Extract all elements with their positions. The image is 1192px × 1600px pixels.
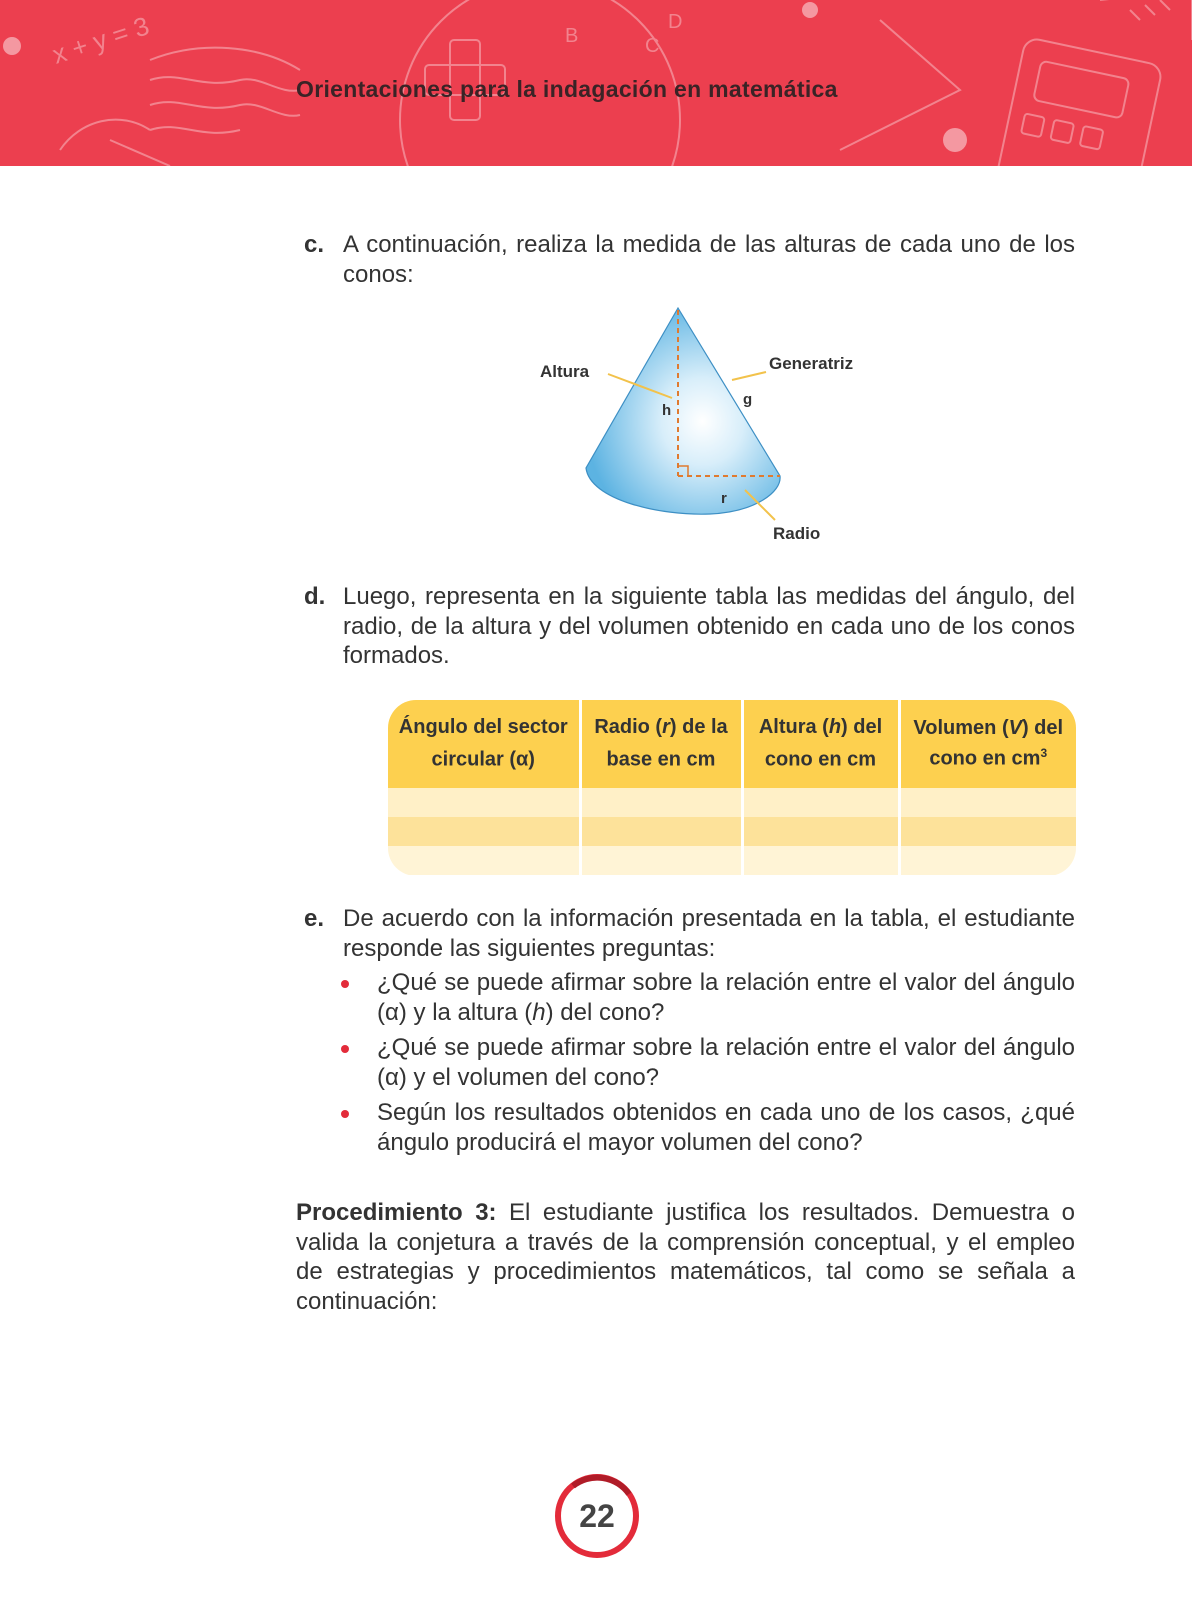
- header-title: Orientaciones para la indagación en matemática: [296, 76, 838, 102]
- header-angle: Ángulo del sector circular (α): [388, 700, 580, 788]
- header-height: Altura (h) del cono en cm: [742, 700, 899, 788]
- cone-diagram: [520, 300, 840, 550]
- page-number-badge: [553, 1472, 641, 1560]
- svg-text:C: C: [645, 35, 660, 57]
- section-e-letter: e.: [304, 905, 325, 932]
- table-row: [388, 817, 1076, 846]
- header-volume: Volumen (V) del cono en $cm^3$: [899, 700, 1076, 788]
- bullet-dot: [341, 1110, 349, 1118]
- table-row: [388, 788, 1076, 817]
- section-e-text: De acuerdo con la información presentada en la tabla, el estudiante responde las siguientes preguntas:: [343, 905, 1075, 962]
- svg-text:D: D: [668, 11, 683, 33]
- question-bullet-1: ¿Qué se puede afirmar sobre la relación entre el valor del ángulo (α) y la altura (h) del cono?: [377, 969, 1075, 1026]
- table-cell[interactable]: [388, 846, 580, 875]
- table-cell[interactable]: [742, 817, 899, 846]
- question-bullet-2: ¿Qué se puede afirmar sobre la relación entre el valor del ángulo (α) y el volumen del cono?: [377, 1034, 1075, 1091]
- radio-label: Radio: [773, 524, 821, 543]
- generatriz-label: Generatriz: [769, 354, 854, 373]
- procedure-label: Procedimiento 3:: [296, 1199, 497, 1226]
- cone-shape: [586, 308, 780, 514]
- table-cell[interactable]: [580, 817, 742, 846]
- table-cell[interactable]: [742, 846, 899, 875]
- section-d-letter: d.: [304, 583, 326, 610]
- bullet-dot: [341, 1045, 349, 1053]
- data-table: [388, 700, 1076, 876]
- table-cell[interactable]: [899, 846, 1076, 875]
- table-cell[interactable]: [580, 846, 742, 875]
- table-cell[interactable]: [899, 788, 1076, 817]
- variable-g: g: [743, 391, 753, 408]
- table-cell[interactable]: [899, 817, 1076, 846]
- header-radius: Radio (r) de la base en cm: [580, 700, 742, 788]
- table-cell[interactable]: [388, 817, 580, 846]
- section-d-text: Luego, representa en la siguiente tabla las medidas del ángulo, del radio, de la altura y del volumen obtenido en cada uno de los conos formados.: [343, 583, 1075, 669]
- variable-r: r: [721, 490, 727, 507]
- svg-text:x + y = 3: x + y = 3: [48, 10, 153, 70]
- page-number: 22: [579, 1498, 615, 1534]
- table-row: [388, 846, 1076, 875]
- variable-h: h: [662, 402, 672, 419]
- table-cell[interactable]: [742, 788, 899, 817]
- section-c-text: A continuación, realiza la medida de las alturas de cada uno de los conos:: [343, 231, 1075, 288]
- section-c-letter: c.: [304, 231, 325, 258]
- altura-label: Altura: [540, 362, 590, 381]
- page-header: [0, 0, 1192, 166]
- procedure-paragraph: [296, 1198, 1075, 1316]
- procedure-text: El estudiante justifica los resultados. Demuestra o valida la conjetura a través de la comprensión conceptual, y el empleo de estrategias y procedimientos matemáticos, tal como se señala a continuación:: [296, 1199, 1075, 1315]
- question-bullet-3: Según los resultados obtenidos en cada uno de los casos, ¿qué ángulo producirá el mayor volumen del cono?: [377, 1099, 1075, 1156]
- svg-text:B: B: [565, 25, 579, 47]
- table-cell[interactable]: [580, 788, 742, 817]
- table-cell[interactable]: [388, 788, 580, 817]
- generatriz-pointer: [732, 372, 766, 380]
- table-header-row: [388, 700, 1076, 788]
- bullet-dot: [341, 980, 349, 988]
